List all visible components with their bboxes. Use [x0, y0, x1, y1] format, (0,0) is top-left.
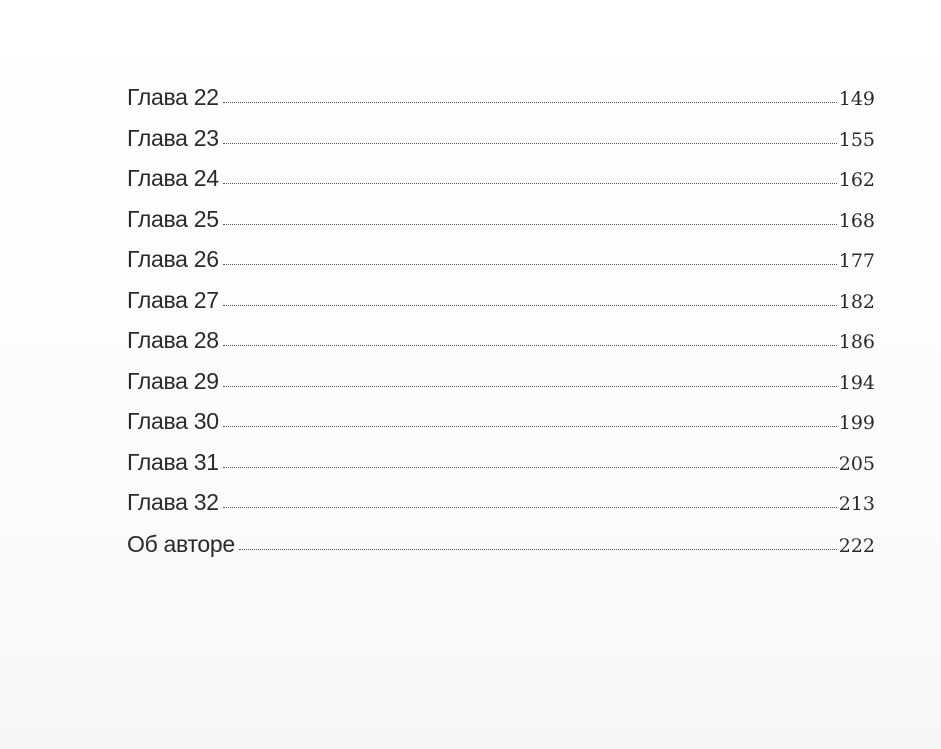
toc-entry-label: Глава 31	[127, 448, 219, 475]
toc-page-number: 186	[838, 331, 875, 353]
toc-entry-label: Глава 30	[127, 408, 219, 434]
toc-page-number: 177	[838, 250, 875, 272]
toc-page-number: 222	[838, 534, 875, 557]
toc-entry-about-author	[127, 531, 875, 572]
toc-page-number: 149	[838, 88, 875, 110]
toc-entry-label: Глава 32	[127, 489, 219, 515]
toc-page-number: 194	[838, 371, 875, 394]
toc-dot-leader	[223, 507, 837, 508]
toc-dot-leader	[239, 549, 837, 550]
toc-entry	[127, 287, 875, 328]
toc-entry	[127, 246, 875, 287]
toc-entry-label: Глава 24	[127, 165, 219, 191]
toc-dot-leader	[223, 102, 837, 103]
table-of-contents	[127, 84, 875, 571]
toc-entry-label: Глава 28	[127, 327, 219, 353]
toc-entry-label: Об авторе	[127, 530, 235, 557]
toc-dot-leader	[223, 264, 837, 265]
toc-page-number: 182	[838, 290, 875, 313]
toc-entry	[127, 84, 875, 125]
toc-dot-leader	[223, 467, 837, 468]
toc-page-number: 155	[838, 128, 875, 151]
toc-page-number: 205	[838, 452, 875, 475]
toc-dot-leader	[223, 386, 837, 387]
toc-page-number: 168	[838, 209, 875, 232]
toc-entry-label: Глава 25	[127, 205, 219, 232]
toc-dot-leader	[223, 143, 837, 144]
toc-entry	[127, 125, 875, 166]
toc-entry-label: Глава 27	[127, 286, 219, 313]
toc-page-number: 213	[838, 493, 875, 515]
toc-entry	[127, 165, 875, 206]
toc-entry	[127, 206, 875, 247]
toc-dot-leader	[223, 345, 837, 346]
toc-dot-leader	[223, 426, 837, 427]
toc-dot-leader	[223, 305, 837, 306]
toc-entry	[127, 368, 875, 409]
toc-entry	[127, 408, 875, 449]
toc-page-number: 199	[838, 412, 875, 434]
toc-dot-leader	[223, 183, 837, 184]
toc-entry-label: Глава 29	[127, 367, 219, 394]
toc-entry-label: Глава 22	[127, 84, 219, 110]
toc-entry-label: Глава 26	[127, 246, 219, 272]
toc-entry	[127, 489, 875, 530]
toc-entry	[127, 327, 875, 368]
toc-dot-leader	[223, 224, 837, 225]
toc-entry	[127, 449, 875, 490]
toc-entry-label: Глава 23	[127, 124, 219, 151]
toc-page-number: 162	[838, 169, 875, 191]
